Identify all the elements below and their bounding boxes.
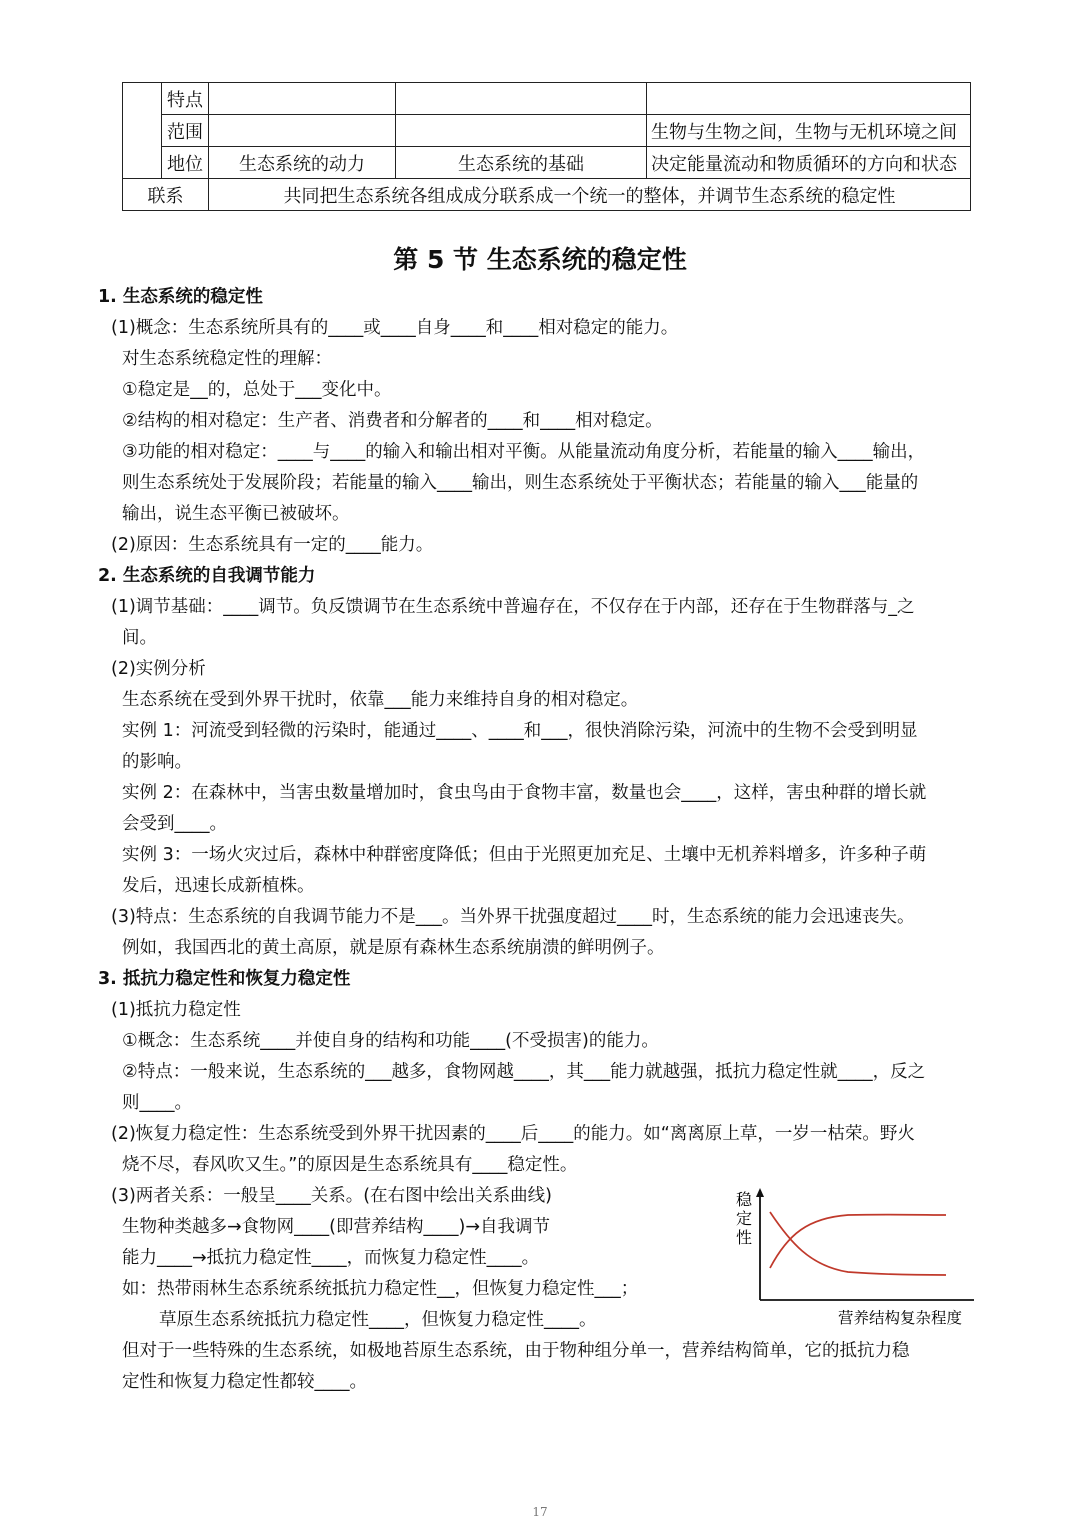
- table-cell: [647, 83, 971, 115]
- resist-title: (1)抵抗力稳定性: [111, 1000, 241, 1020]
- table-cell: [396, 115, 647, 147]
- x-axis-label: 营养结构复杂程度: [837, 1309, 963, 1327]
- recover-line: (2)恢复力稳定性：生态系统受到外界干扰因素的____后____的能力。如“离离原上草，一岁一枯荣。野火: [111, 1124, 915, 1144]
- example-line: 草原生态系统抵抗力稳定性____，但恢复力稳定性____。: [159, 1310, 597, 1330]
- example-2: 实例 2：在森林中，当害虫数量增加时，食虫鸟由于食物丰富，数量也会____，这样，害虫种群的增长就: [122, 783, 927, 803]
- reason-line: (2)原因：生态系统具有一定的____能力。: [111, 535, 434, 555]
- table-cell: [396, 83, 647, 115]
- table-cell: [209, 115, 396, 147]
- table-cell: 决定能量流动和物质循环的方向和状态: [647, 147, 971, 179]
- heading-self-regulation: 2. 生态系统的自我调节能力: [98, 566, 316, 586]
- table-blank-cell: [123, 83, 162, 179]
- example-intro: 生态系统在受到外界干扰时，依靠___能力来维持自身的相对稳定。: [122, 690, 639, 710]
- understanding-item: ③功能的相对稳定：____与____的输入和输出相对平衡。从能量流动角度分析，若能量的输入____输出，: [122, 442, 926, 462]
- table-row: [123, 83, 971, 115]
- resist-concept: ①概念：生态系统____并使自身的结构和功能____(不受损害)的能力。: [122, 1031, 659, 1051]
- heading-stability: 1. 生态系统的稳定性: [98, 287, 263, 307]
- text-line: 输出，说生态平衡已被破坏。: [122, 504, 350, 524]
- table-row: [123, 179, 971, 211]
- resilience-curve: [770, 1212, 946, 1275]
- row-label: 范围: [162, 115, 209, 147]
- text-line: 发后，迅速长成新植株。: [122, 876, 315, 896]
- concept-line: (1)概念：生态系统所具有的____或____自身____和____相对稳定的能力。: [111, 318, 679, 338]
- chain-line: 能力____→抵抗力稳定性____，而恢复力稳定性____。: [122, 1248, 540, 1268]
- text-line: 则生态系统处于发展阶段；若能量的输入____输出，则生态系统处于平衡状态；若能量的输入___能量的: [122, 473, 919, 493]
- basis-line: (1)调节基础：____调节。负反馈调节在生态系统中普遍存在，不仅存在于内部，还存在于生物群落与_之: [111, 597, 915, 617]
- y-axis-label: 性: [735, 1228, 753, 1247]
- row-label: 地位: [162, 147, 209, 179]
- resistance-curve: [770, 1215, 946, 1268]
- text-line: 间。: [122, 628, 157, 648]
- table-row: [123, 115, 971, 147]
- page-number: 17: [532, 1505, 548, 1519]
- relation-line: (3)两者关系：一般呈____关系。(在右图中绘出关系曲线): [111, 1186, 552, 1206]
- chain-line: 生物种类越多→食物网____(即营养结构____)→自我调节: [122, 1217, 550, 1237]
- special-line: 但对于一些特殊的生态系统，如极地苔原生态系统，由于物种组分单一，营养结构简单，它的抵抗力稳: [122, 1341, 910, 1361]
- text-line: 烧不尽，春风吹又生。”的原因是生态系统具有____稳定性。: [122, 1155, 578, 1175]
- stability-relationship-graph: [728, 1186, 978, 1331]
- text-line: 则____。: [122, 1093, 192, 1113]
- text-line: 例如，我国西北的黄土高原，就是原有森林生态系统崩溃的鲜明例子。: [122, 938, 665, 958]
- example-1: 实例 1：河流受到轻微的污染时，能通过____、____和___，很快消除污染，河流中的生物不会受到明显: [122, 721, 918, 741]
- heading-resistance-resilience: 3. 抵抗力稳定性和恢复力稳定性: [98, 969, 351, 989]
- example-3: 实例 3：一场火灾过后，森林中种群密度降低；但由于光照更加充足、土壤中无机养料增多，许多种子萌: [122, 845, 927, 865]
- text-line: 定性和恢复力稳定性都较____。: [122, 1372, 367, 1392]
- y-axis-label: 定: [735, 1209, 753, 1228]
- table-cell: 生态系统的基础: [396, 147, 647, 179]
- link-text: 共同把生态系统各组成成分联系成一个统一的整体，并调节生态系统的稳定性: [209, 179, 971, 211]
- example-title: (2)实例分析: [111, 659, 206, 679]
- text-line: 的影响。: [122, 752, 192, 772]
- link-label: 联系: [123, 179, 209, 211]
- y-axis-arrow: [756, 1188, 764, 1197]
- table-cell: 生态系统的动力: [209, 147, 396, 179]
- y-axis-label: 稳: [735, 1190, 753, 1209]
- row-label: 特点: [162, 83, 209, 115]
- example-line: 如：热带雨林生态系统系统抵抗力稳定性__，但恢复力稳定性___；: [122, 1279, 639, 1299]
- resist-feature: ②特点：一般来说，生态系统的___越多，食物网越____，其___能力就越强，抵抗力稳定性就____，反之: [122, 1062, 926, 1082]
- table-cell: 生物与生物之间，生物与无机环境之间: [647, 115, 971, 147]
- comparison-table: [122, 82, 971, 211]
- understanding-line: 对生态系统稳定性的理解：: [122, 349, 332, 369]
- table-cell: [209, 83, 396, 115]
- understanding-item: ①稳定是__的，总处于___变化中。: [122, 380, 392, 400]
- section-title: 第 5 节 生态系统的稳定性: [393, 245, 687, 274]
- table-row: [123, 147, 971, 179]
- feature-line: (3)特点：生态系统的自我调节能力不是___。当外界干扰强度超过____时，生态系统的能力会迅速丧失。: [111, 907, 915, 927]
- understanding-item: ②结构的相对稳定：生产者、消费者和分解者的____和____相对稳定。: [122, 411, 663, 431]
- text-line: 会受到____。: [122, 814, 227, 834]
